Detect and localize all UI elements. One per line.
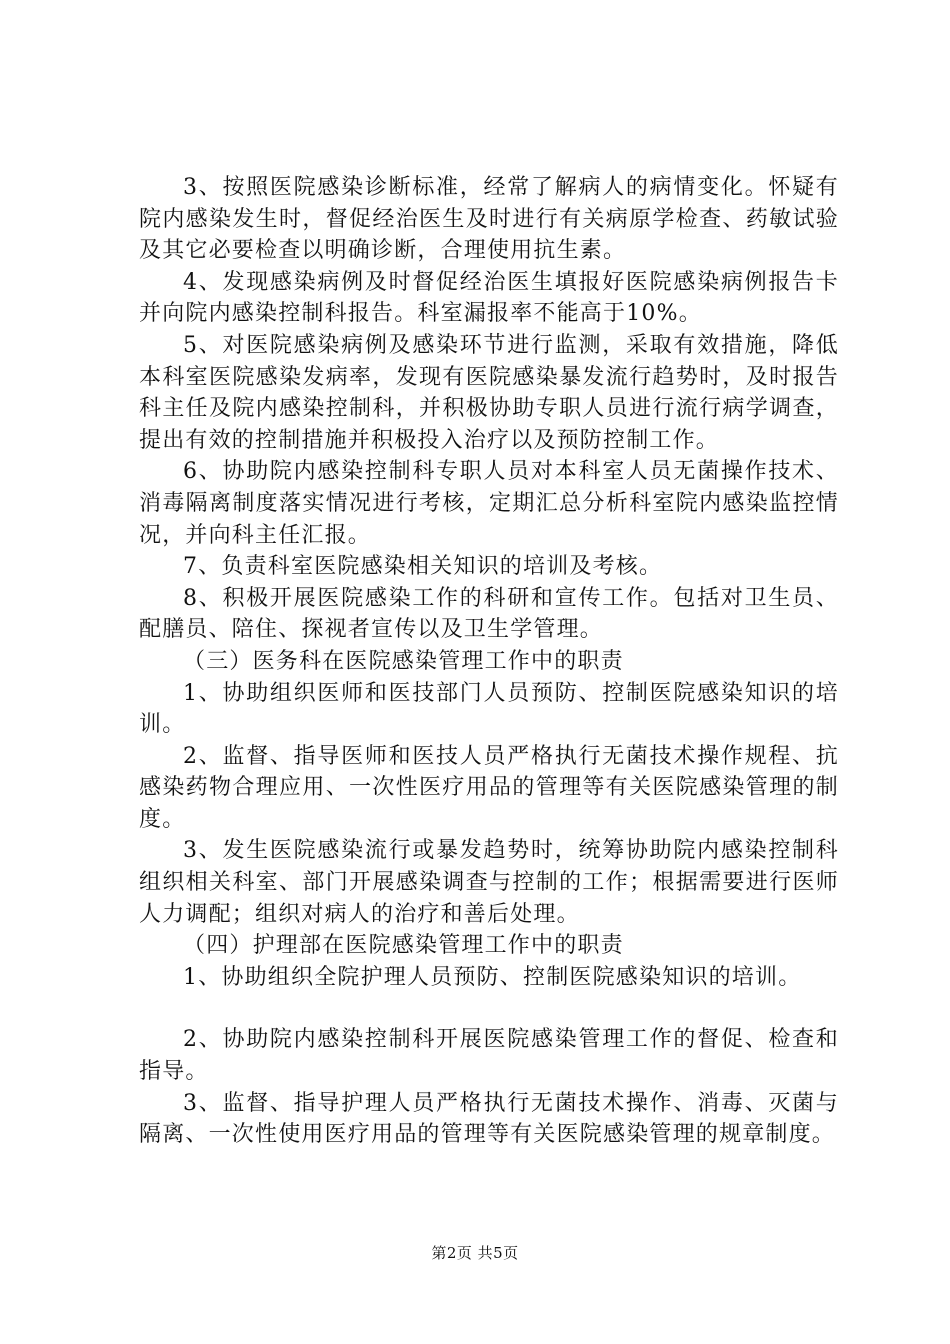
paragraph-medical-1: 1、协助组织医师和医技部门人员预防、控制医院感染知识的培训。 [139, 680, 839, 738]
paragraph-item-5: 5、对医院感染病例及感染环节进行监测，采取有效措施，降低本科室医院感染发病率，发现有医院感染暴发流行趋势时，及时报告科主任及院内感染控制科，并积极协助专职人员进行流行病学调查，提出有效的控制措施并积极投入治疗以及预防控制工作。 [139, 332, 839, 453]
paragraph-medical-2: 2、监督、指导医师和医技人员严格执行无菌技术操作规程、抗感染药物合理应用、一次性医疗用品的管理等有关医院感染管理的制度。 [139, 743, 839, 832]
paragraph-item-7: 7、负责科室医院感染相关知识的培训及考核。 [183, 554, 663, 580]
paragraph-nursing-3: 3、监督、指导护理人员严格执行无菌技术操作、消毒、灭菌与隔离、一次性使用医疗用品的管理等有关医院感染管理的规章制度。 [139, 1090, 839, 1148]
section-heading-nursing: （四）护理部在医院感染管理工作中的职责 [183, 933, 624, 959]
paragraph-item-6: 6、协助院内感染控制科专职人员对本科室人员无菌操作技术、消毒隔离制度落实情况进行考核，定期汇总分析科室院内感染监控情况，并向科主任汇报。 [139, 459, 839, 548]
paragraph-nursing-2: 2、协助院内感染控制科开展医院感染管理工作的督促、检查和指导。 [139, 1027, 839, 1085]
page-footer: 第2页 共5页 [431, 1244, 519, 1262]
section-heading-medical-affairs: （三）医务科在医院感染管理工作中的职责 [183, 648, 624, 674]
paragraph-medical-3: 3、发生医院感染流行或暴发趋势时，统筹协助院内感染控制科组织相关科室、部门开展感染调查与控制的工作；根据需要进行医师人力调配；组织对病人的治疗和善后处理。 [139, 838, 839, 927]
paragraph-nursing-1: 1、协助组织全院护理人员预防、控制医院感染知识的培训。 [183, 964, 802, 990]
paragraph-item-8: 8、积极开展医院感染工作的科研和宣传工作。包括对卫生员、配膳员、陪住、探视者宣传以及卫生学管理。 [139, 585, 839, 643]
document-body [139, 172, 839, 1151]
paragraph-item-4: 4、发现感染病例及时督促经治医生填报好医院感染病例报告卡并向院内感染控制科报告。科室漏报率不能高于10%。 [139, 269, 839, 327]
paragraph-item-3: 3、按照医院感染诊断标准，经常了解病人的病情变化。怀疑有院内感染发生时，督促经治医生及时进行有关病原学检查、药敏试验及其它必要检查以明确诊断，合理使用抗生素。 [139, 175, 839, 264]
